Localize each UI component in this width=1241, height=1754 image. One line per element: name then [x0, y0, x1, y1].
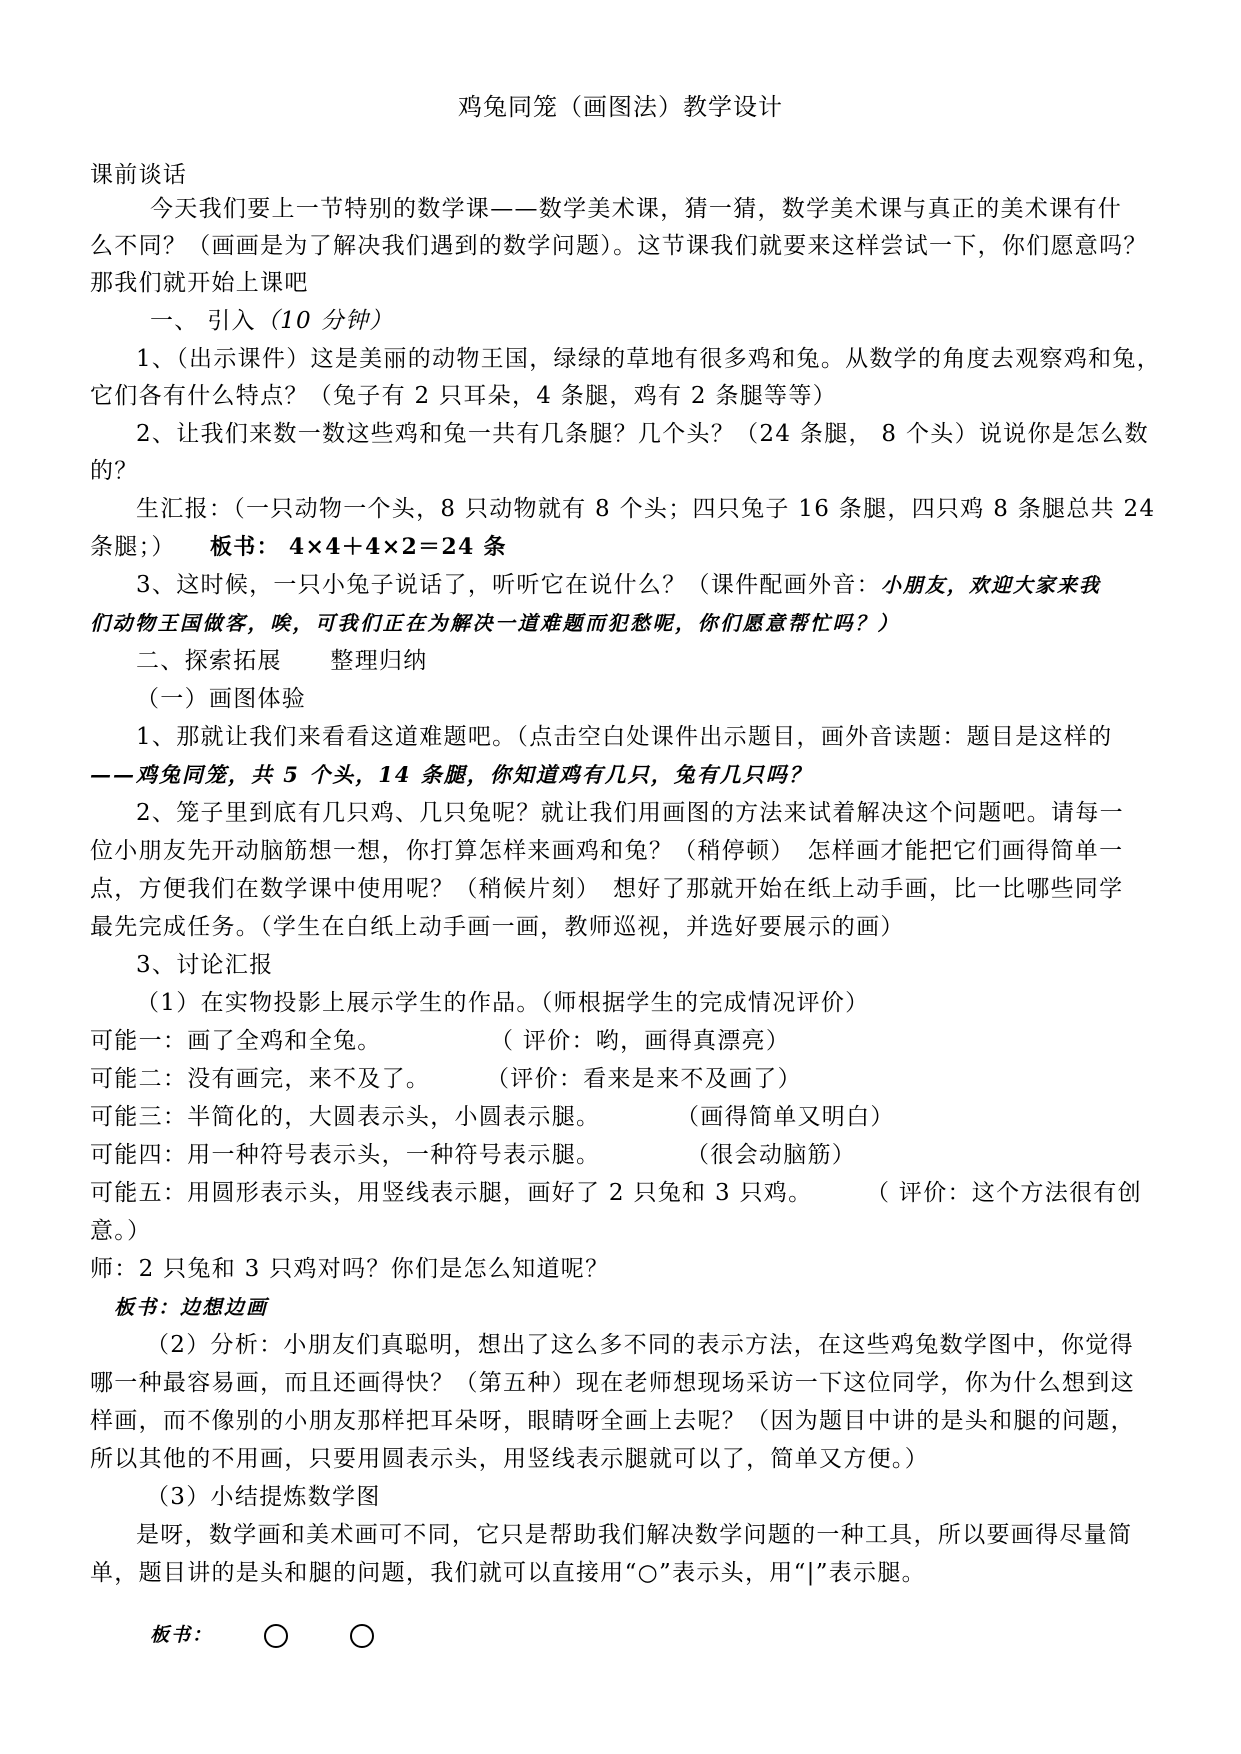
- paragraph-line: 1、（出示课件）这是美丽的动物王国，绿绿的草地有很多鸡和兔。从数学的角度去观察鸡和兔，: [136, 346, 1162, 372]
- paragraph-line: 意。）: [90, 1218, 152, 1244]
- subsection-heading: 3、讨论汇报: [136, 952, 274, 978]
- paragraph-line: 生汇报：（一只动物一个头，8 只动物就有 8 个头；四只兔子 16 条腿，四只鸡 8 条腿总共 24: [136, 496, 1156, 522]
- paragraph-line: 1、那就让我们来看看这道难题吧。（点击空白处课件出示题目，画外音读题：题目是这样的: [136, 724, 1113, 750]
- paragraph-line: 条腿；）: [90, 534, 176, 560]
- paragraph-line: 样画，而不像别的小朋友那样把耳朵呀，眼睛呀全画上去呢？（因为题目中讲的是头和腿的问题，: [90, 1408, 1135, 1434]
- subsection-heading: （一）画图体验: [136, 686, 307, 712]
- possibility-4: 可能四：用一种符号表示头，一种符号表示腿。: [90, 1142, 601, 1168]
- possibility-5-comment: （ 评价：这个方法很有创: [866, 1180, 1142, 1206]
- section-intro-duration: （10 分钟）: [255, 308, 394, 334]
- document-title: 鸡兔同笼（画图法）教学设计: [458, 93, 783, 121]
- possibility-2: 可能二：没有画完，来不及了。: [90, 1066, 431, 1092]
- possibility-4-comment: （很会动脑筋）: [686, 1142, 857, 1168]
- possibility-3-comment: （画得简单又明白）: [676, 1104, 895, 1130]
- paragraph-line: 点，方便我们在数学课中使用呢？（稍候片刻） 想好了那就开始在纸上动手画，比一比哪些同学: [90, 876, 1124, 902]
- board-note-think-draw: 板书：边想边画: [114, 1295, 268, 1319]
- paragraph-line: 么不同？（画画是为了解决我们遇到的数学问题）。这节课我们就要来这样尝试一下，你们愿意吗？: [90, 233, 1148, 259]
- paragraph-line: [136, 570, 1101, 600]
- teacher-question: 师：2 只兔和 3 只鸡对吗？你们是怎么知道呢？: [90, 1256, 610, 1282]
- board-note-equation: 板书： 4×4＋4×2＝24 条: [210, 534, 507, 560]
- possibility-3: 可能三：半简化的，大圆表示头，小圆表示腿。: [90, 1104, 601, 1130]
- paragraph-line: 哪一种最容易画，而且还画得快？（第五种）现在老师想现场采访一下这位同学，你为什么想到这: [90, 1370, 1135, 1396]
- paragraph-line: （2）分析：小朋友们真聪明，想出了这么多不同的表示方法，在这些鸡兔数学图中，你觉得: [146, 1332, 1134, 1358]
- voiceover-text: 小朋友，欢迎大家来我: [880, 573, 1101, 597]
- section-pre-talk-heading: 课前谈话: [90, 162, 188, 188]
- paragraph-line: 位小朋友先开动脑筋想一想，你打算怎样来画鸡和兔？（稍停顿） 怎样画才能把它们画得简单一: [90, 838, 1124, 864]
- paragraph-line: 2、笼子里到底有几只鸡、几只兔呢？就让我们用画图的方法来试着解决这个问题吧。请每一: [136, 800, 1124, 826]
- section-intro-heading: [150, 306, 394, 336]
- possibility-1: 可能一：画了全鸡和全兔。: [90, 1028, 382, 1054]
- paragraph-line: 今天我们要上一节特别的数学课——数学美术课，猜一猜，数学美术课与真正的美术课有什: [150, 196, 1122, 222]
- paragraph-line: 单，题目讲的是头和腿的问题，我们就可以直接用“○”表示头，用“|”表示腿。: [90, 1560, 926, 1586]
- paragraph-line: 最先完成任务。（学生在白纸上动手画一画，教师巡视，并选好要展示的画）: [90, 914, 905, 940]
- board-note-label: 板书：: [150, 1624, 214, 1646]
- possibility-5: 可能五：用圆形表示头，用竖线表示腿，画好了 2 只兔和 3 只鸡。: [90, 1180, 813, 1206]
- paragraph-line: 它们各有什么特点？（兔子有 2 只耳朵，4 条腿，鸡有 2 条腿等等）: [90, 383, 837, 409]
- section-explore-heading: 二、探索拓展 整理归纳: [136, 648, 428, 674]
- paragraph-line: 那我们就开始上课吧: [90, 270, 309, 296]
- paragraph-line: （1）在实物投影上展示学生的作品。（师根据学生的完成情况评价）: [136, 990, 870, 1016]
- paragraph-line: 所以其他的不用画，只要用圆表示头，用竖线表示腿就可以了，简单又方便。）: [90, 1446, 929, 1472]
- paragraph-line: 2、让我们来数一数这些鸡和兔一共有几条腿？几个头？（24 条腿， 8 个头）说说你是怎么数: [136, 421, 1149, 447]
- paragraph-text: 3、这时候，一只小兔子说话了，听听它在说什么？（课件配画外音：: [136, 572, 881, 598]
- paragraph-line: 是呀，数学画和美术画可不同，它只是帮助我们解决数学问题的一种工具，所以要画得尽量简: [136, 1522, 1133, 1548]
- section-intro-label: 一、 引入: [150, 308, 256, 334]
- head-circle-icon: [264, 1624, 288, 1648]
- possibility-2-comment: （评价：看来是来不及画了）: [486, 1066, 802, 1092]
- problem-statement: ——鸡兔同笼，共 5 个头，14 条腿，你知道鸡有几只，兔有几只吗？: [90, 762, 812, 787]
- paragraph-line: 的？: [90, 458, 139, 484]
- voiceover-text: 们动物王国做客，唉，可我们正在为解决一道难题而犯愁呢，你们愿意帮忙吗？）: [90, 611, 900, 635]
- head-circle-icon: [350, 1624, 374, 1648]
- possibility-1-comment: （ 评价：哟，画得真漂亮）: [490, 1028, 791, 1054]
- subsection-heading: （3）小结提炼数学图: [146, 1484, 381, 1510]
